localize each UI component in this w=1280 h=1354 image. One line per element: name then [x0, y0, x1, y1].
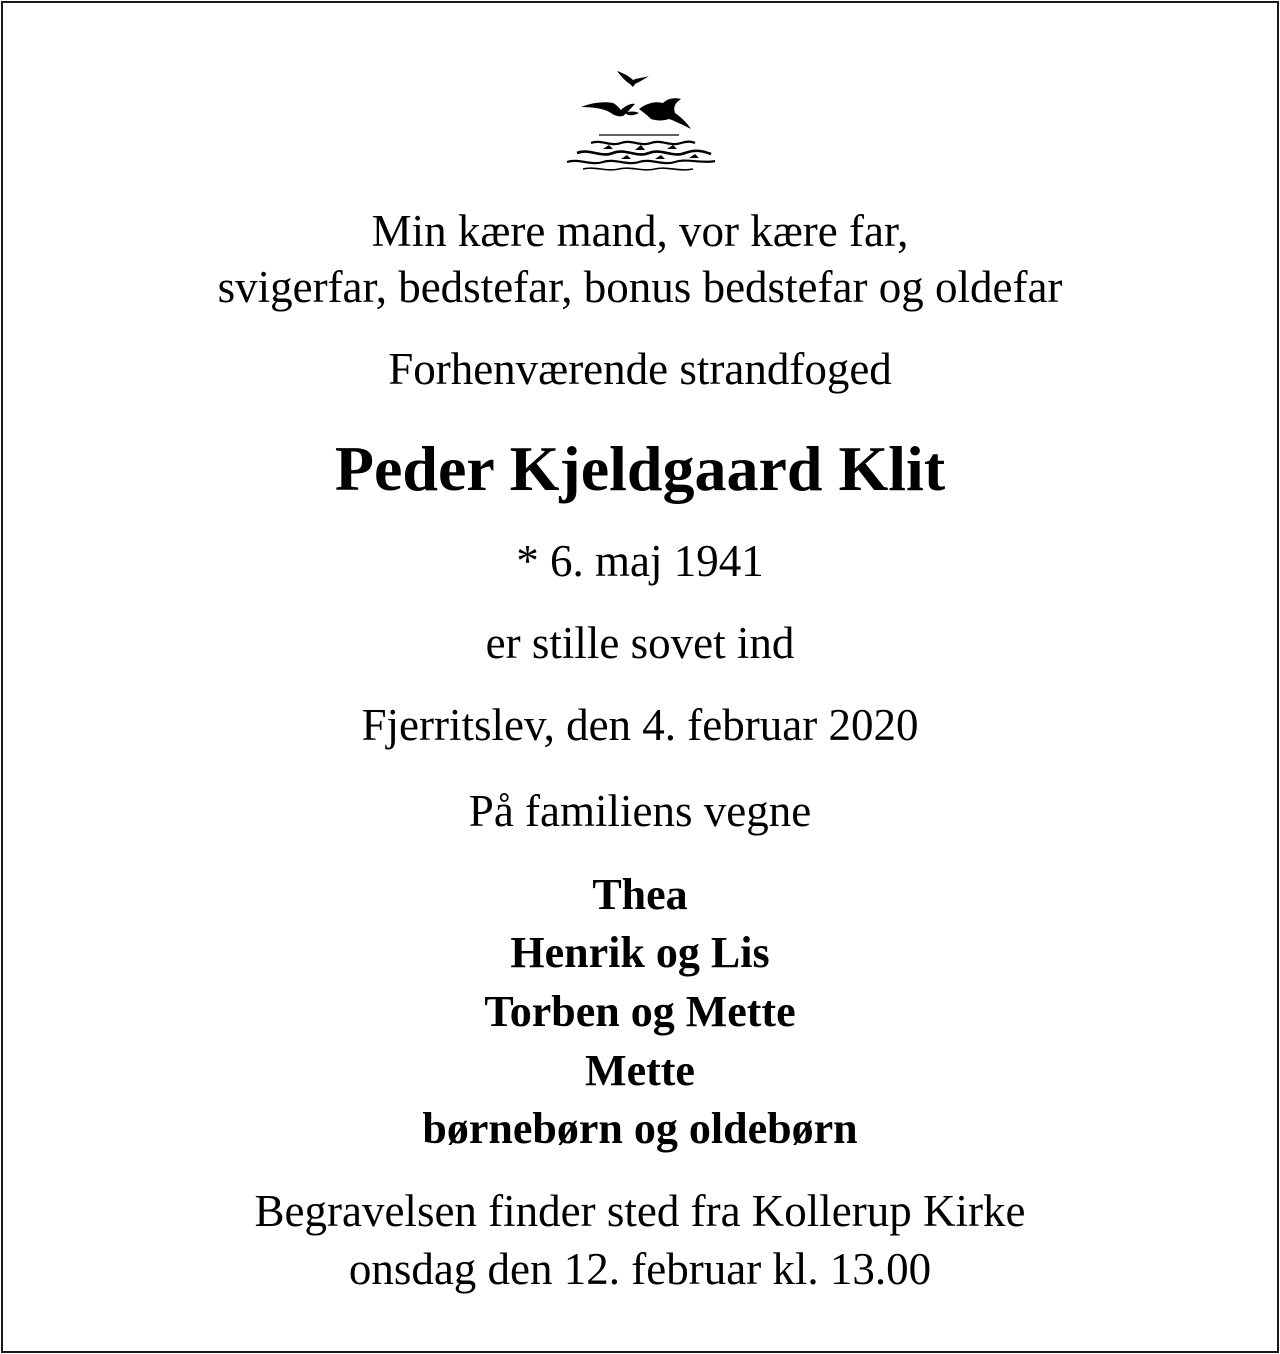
family-member: Henrik og Lis: [510, 928, 770, 977]
family-member: Mette: [585, 1046, 695, 1095]
family-member: Torben og Mette: [484, 987, 796, 1036]
family-member: børnebørn og oldebørn: [422, 1104, 858, 1153]
place-date: Fjerritslev, den 4. februar 2020: [361, 700, 919, 750]
passing-text: er stille sovet ind: [485, 618, 795, 668]
birth-date: * 6. maj 1941: [516, 536, 764, 586]
on-behalf: På familiens vegne: [468, 786, 812, 836]
obituary-notice: [1, 1, 1279, 1353]
funeral-line-2: onsdag den 12. februar kl. 13.00: [348, 1244, 932, 1294]
deceased-name: Peder Kjeldgaard Klit: [334, 433, 946, 504]
funeral-line-1: Begravelsen finder sted fra Kollerup Kirke: [254, 1186, 1026, 1236]
seagulls-over-sea-icon: [563, 63, 723, 173]
intro-line-1: Min kære mand, vor kære far,: [371, 206, 909, 256]
title-role: Forhenværende strandfoged: [388, 344, 892, 394]
family-member: Thea: [592, 870, 688, 919]
intro-line-2: svigerfar, bedstefar, bonus bedstefar og oldefar: [217, 262, 1063, 312]
